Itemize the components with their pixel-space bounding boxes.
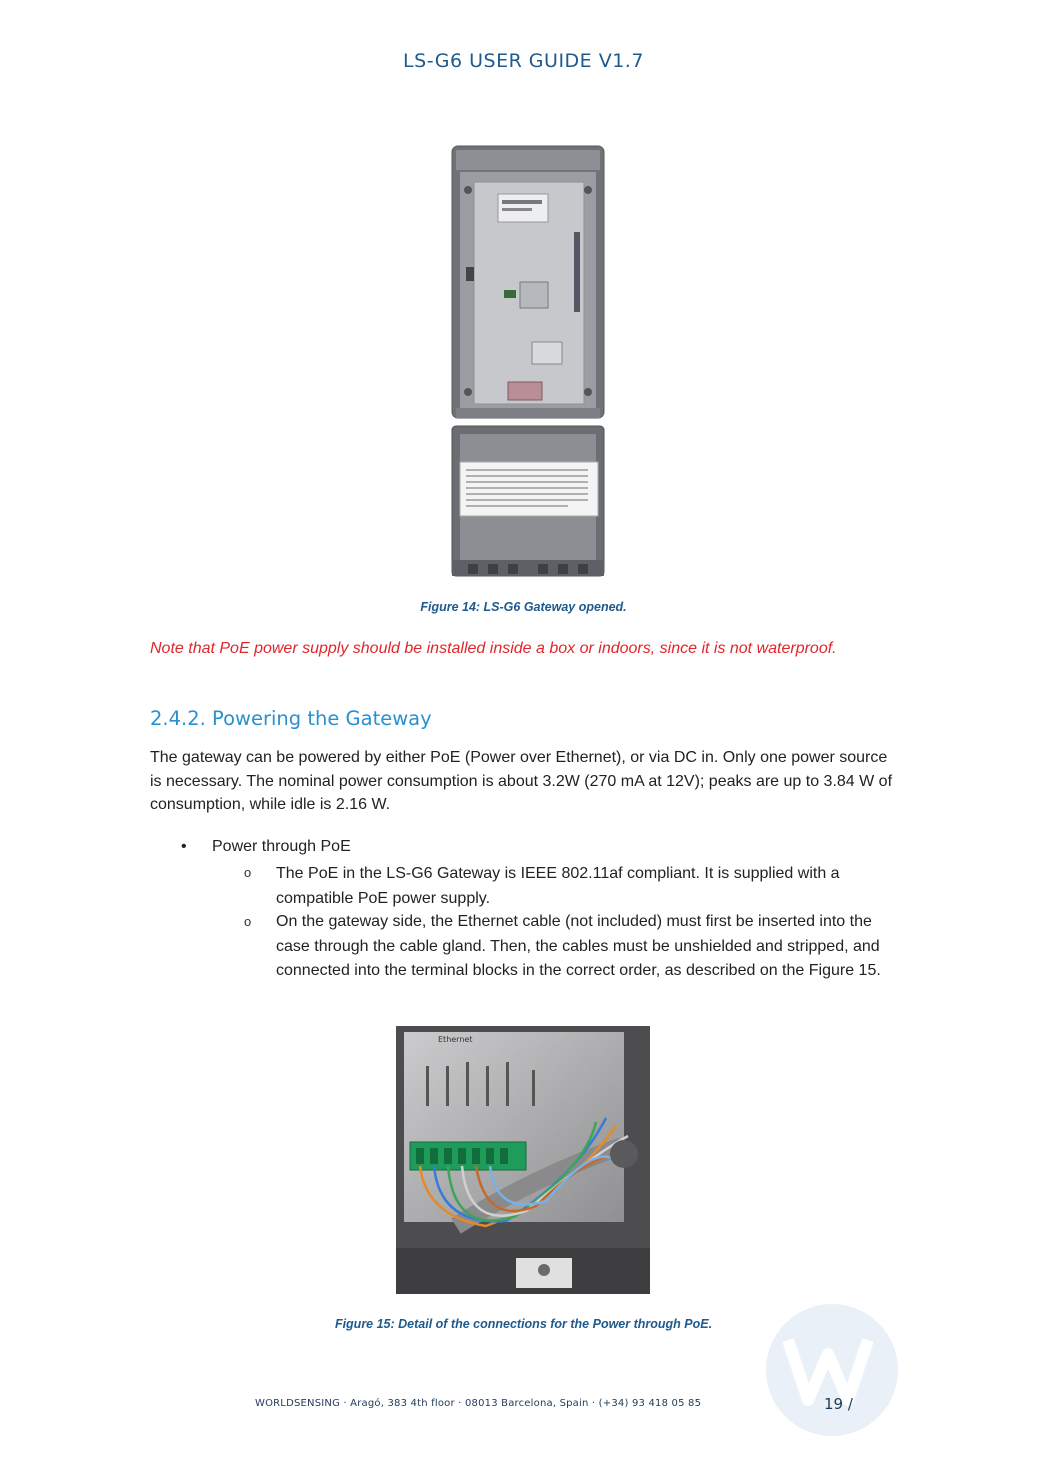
worldsensing-watermark-logo [760, 1292, 900, 1442]
waterproof-note: Note that PoE power supply should be installed inside a box or indoors, since it is not waterproof. [150, 640, 837, 657]
ethernet-label: Ethernet [438, 1035, 473, 1044]
figure-15-caption: Figure 15: Detail of the connections for the Power through PoE. [334, 1317, 713, 1331]
sub-item-poe-compliance: The PoE in the LS-G6 Gateway is IEEE 802.11af compliant. It is supplied with a compatible PoE power supply. [276, 865, 840, 907]
figure-14-caption: Figure 14: LS-G6 Gateway opened. [420, 600, 627, 614]
section-paragraph: The gateway can be powered by either PoE (Power over Ethernet), or via DC in. Only one power source is necessary. The nominal power consumption is about 3.2W (270 mA at 12V); peaks are up to 3.84 W of consumption, while idle is 2.16 W. [150, 749, 893, 813]
sub-bullet-marker: o [244, 914, 252, 929]
bullet-power-poe: Power through PoE [212, 838, 351, 855]
gateway-opened-image [448, 142, 608, 580]
bullet-marker: • [181, 838, 187, 855]
footer-contact: WORLDSENSING · Aragó, 383 4th floor · 08013 Barcelona, Spain · (+34) 93 418 05 85 [255, 1398, 702, 1409]
document-title: LS-G6 USER GUIDE V1.7 [403, 50, 644, 72]
page-number: 19 / [824, 1395, 853, 1413]
sub-item-ethernet-cable: On the gateway side, the Ethernet cable (not included) must first be inserted into the case through the cable gland. Then, the cables must be unshielded and stripped, and connected into the terminal blocks in the correct order, as described on the Figure 15. [276, 913, 881, 979]
sub-bullet-marker: o [244, 865, 252, 880]
section-heading: 2.4.2. Powering the Gateway [150, 707, 432, 730]
poe-connection-image [396, 1026, 650, 1294]
